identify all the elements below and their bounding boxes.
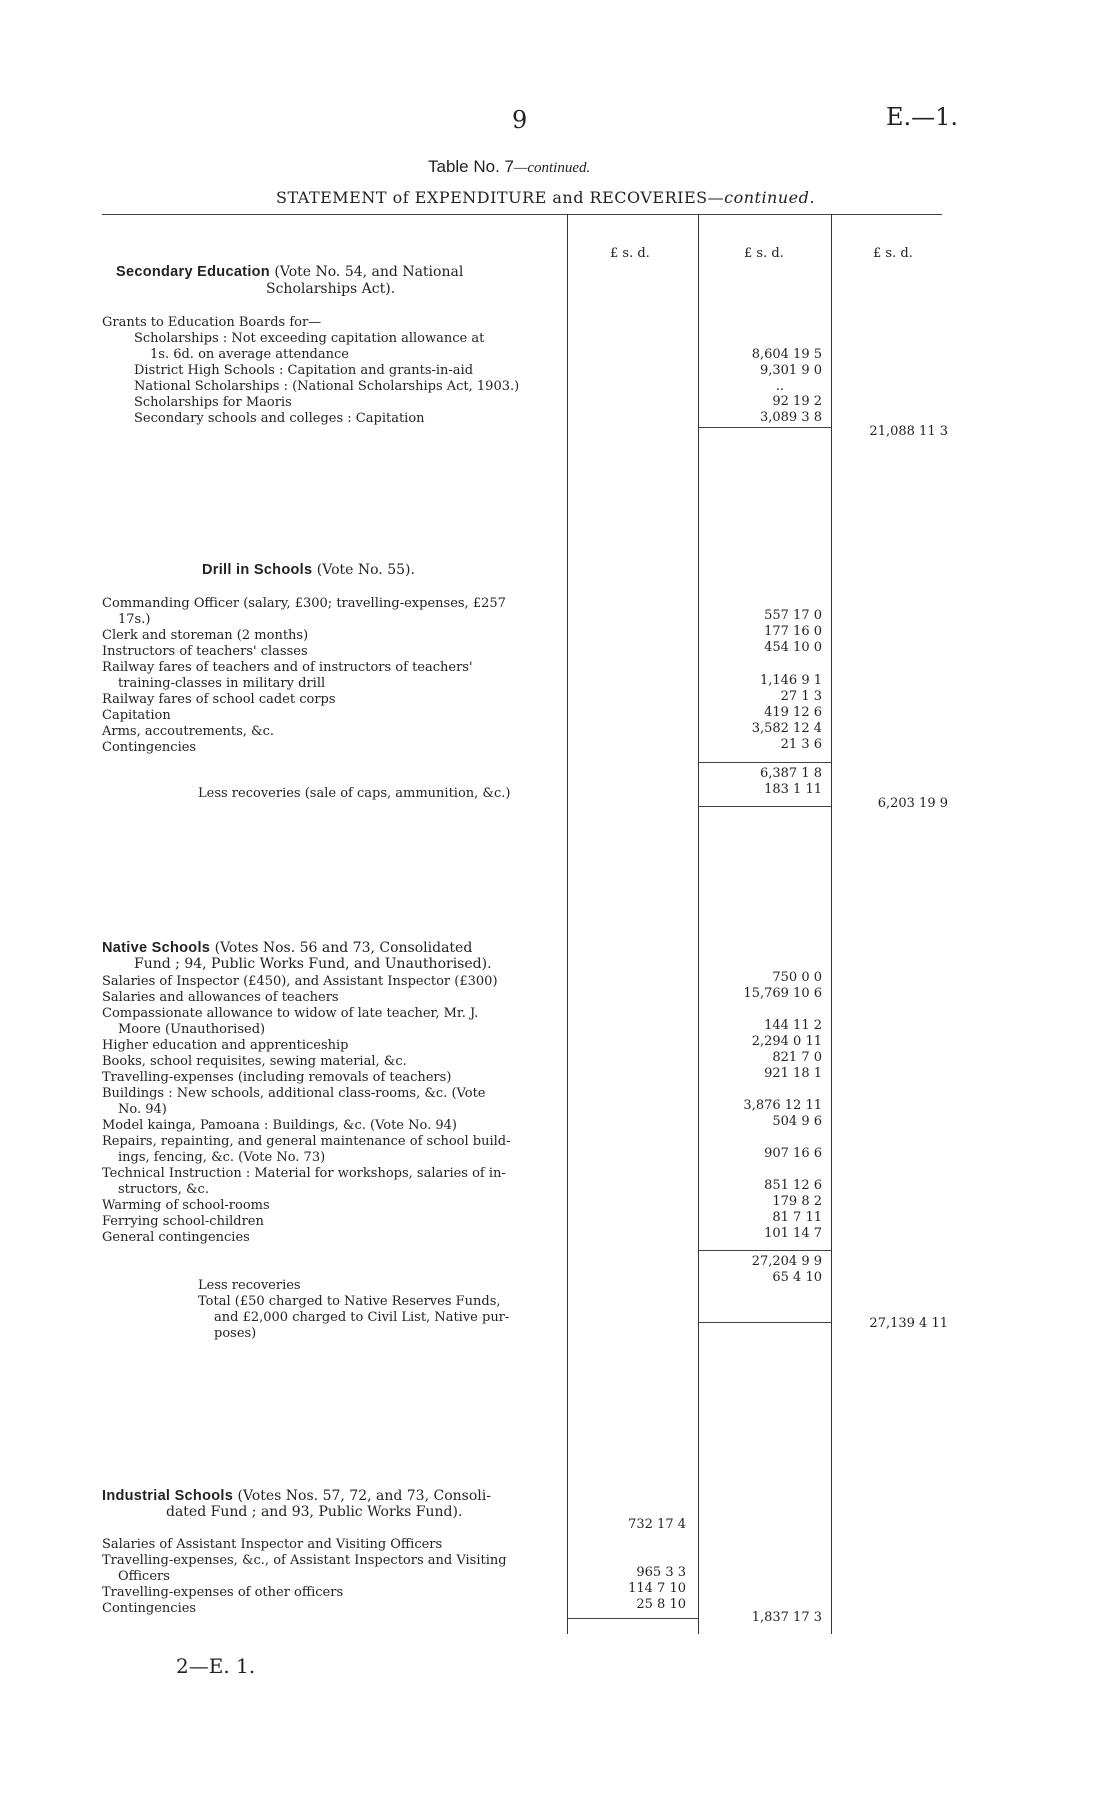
native-total-rule: [698, 1322, 831, 1323]
document-code: E.—1.: [886, 103, 959, 131]
table-title-suffix: —continued.: [514, 160, 591, 176]
native-less-recoveries-amount: 65 4 10: [772, 1270, 822, 1285]
industrial-item-4: Contingencies: [102, 1601, 197, 1616]
column-divider-3: [831, 214, 832, 1634]
native-item-2-amount: 15,769 10 6: [743, 986, 822, 1001]
native-item-6: Travelling-expenses (including removals of teachers): [102, 1070, 452, 1085]
section-secondary-heading: [116, 265, 463, 280]
drill-item-2-amount: 177 16 0: [764, 624, 822, 639]
drill-item-1-line2: 17s.): [118, 612, 151, 627]
native-item-6-amount: 921 18 1: [764, 1066, 822, 1081]
industrial-item-2-amount: 965 3 3: [636, 1565, 686, 1580]
secondary-total: 21,088 11 3: [869, 424, 948, 439]
secondary-item-2-amount: 9,301 9 0: [759, 363, 822, 378]
statement-main: STATEMENT of EXPENDITURE and RECOVERIES: [276, 188, 708, 207]
section-industrial-heading: [102, 1489, 491, 1504]
secondary-intro: Grants to Education Boards for—: [102, 315, 322, 330]
native-item-13-amount: 101 14 7: [764, 1226, 822, 1241]
secondary-title: Secondary Education: [116, 264, 270, 280]
industrial-item-1: Salaries of Assistant Inspector and Visiting Officers: [102, 1537, 443, 1552]
native-item-12-amount: 81 7 11: [772, 1210, 822, 1225]
secondary-heading-line2: Scholarships Act).: [266, 281, 396, 297]
drill-item-1-line1: Commanding Officer (salary, £300; travelling-expenses, £257: [102, 596, 506, 611]
native-subtotal: 27,204 9 9: [751, 1254, 822, 1269]
industrial-subtotal-rule: [567, 1618, 698, 1619]
drill-total-rule: [698, 806, 831, 807]
native-item-4: Higher education and apprenticeship: [102, 1038, 349, 1053]
native-item-3-line1: Compassionate allowance to widow of late teacher, Mr. J.: [102, 1006, 479, 1021]
industrial-item-2-line1: Travelling-expenses, &c., of Assistant Inspectors and Visiting: [102, 1553, 507, 1568]
native-item-2: Salaries and allowances of teachers: [102, 990, 339, 1005]
col3-heading: £ s. d.: [873, 246, 913, 261]
native-item-10-line1: Technical Instruction : Material for workshops, salaries of in-: [102, 1166, 506, 1181]
industrial-item-3-amount: 114 7 10: [628, 1581, 686, 1596]
column-divider-1: [567, 214, 568, 1634]
native-item-13: General contingencies: [102, 1230, 250, 1245]
native-item-7-line2: No. 94): [118, 1102, 167, 1117]
secondary-item-1-line1: Scholarships : Not exceeding capitation allowance at: [134, 331, 485, 346]
signature-mark: 2—E. 1.: [176, 1654, 256, 1678]
drill-item-7-amount: 3,582 12 4: [751, 721, 822, 736]
drill-item-4-amount: 1,146 9 1: [759, 673, 822, 688]
native-less-recoveries: Less recoveries: [198, 1278, 301, 1293]
native-item-1-amount: 750 0 0: [772, 970, 822, 985]
secondary-item-1-line2: 1s. 6d. on average attendance: [150, 347, 349, 362]
drill-item-6-amount: 419 12 6: [764, 705, 822, 720]
secondary-item-3-amount: ..: [775, 379, 784, 394]
secondary-item-5: Secondary schools and colleges : Capitation: [134, 411, 425, 426]
secondary-item-4: Scholarships for Maoris: [134, 395, 292, 410]
industrial-item-2-line2: Officers: [118, 1569, 170, 1584]
native-item-11-amount: 179 8 2: [772, 1194, 822, 1209]
secondary-vote: (Vote No. 54, and National: [274, 264, 464, 280]
industrial-total: 1,837 17 3: [751, 1610, 822, 1625]
secondary-item-3: National Scholarships : (National Scholarships Act, 1903.): [134, 379, 520, 394]
drill-item-5-amount: 27 1 3: [780, 689, 822, 704]
drill-vote: (Vote No. 55).: [316, 562, 415, 578]
drill-item-7: Arms, accoutrements, &c.: [102, 724, 275, 739]
drill-item-8-amount: 21 3 6: [780, 737, 822, 752]
secondary-item-1-amount: 8,604 19 5: [751, 347, 822, 362]
native-total-line1: Total (£50 charged to Native Reserves Funds,: [198, 1294, 501, 1309]
drill-item-3-amount: 454 10 0: [764, 640, 822, 655]
industrial-item-1-amount: 732 17 4: [628, 1517, 686, 1532]
native-total-line2: and £2,000 charged to Civil List, Native pur-: [214, 1310, 510, 1325]
native-total-line3: poses): [214, 1326, 257, 1341]
table-title: [428, 157, 590, 177]
native-item-7-amount: 3,876 12 11: [743, 1098, 822, 1113]
native-title: Native Schools: [102, 940, 211, 956]
native-item-9-amount: 907 16 6: [764, 1146, 822, 1161]
industrial-title: Industrial Schools: [102, 1488, 234, 1504]
drill-item-5: Railway fares of school cadet corps: [102, 692, 336, 707]
drill-less-recoveries: Less recoveries (sale of caps, ammunition, &c.): [198, 786, 511, 801]
native-item-5: Books, school requisites, sewing material, &c.: [102, 1054, 407, 1069]
native-item-4-amount: 2,294 0 11: [751, 1034, 822, 1049]
drill-subtotal-rule: [698, 762, 831, 763]
drill-item-8: Contingencies: [102, 740, 197, 755]
drill-item-4-line2: training-classes in military drill: [118, 676, 326, 691]
secondary-item-4-amount: 92 19 2: [772, 394, 822, 409]
drill-item-6: Capitation: [102, 708, 171, 723]
drill-total: 6,203 19 9: [877, 796, 948, 811]
native-item-12: Ferrying school-children: [102, 1214, 264, 1229]
drill-item-1-amount: 557 17 0: [764, 608, 822, 623]
native-item-9-line1: Repairs, repainting, and general maintenance of school build-: [102, 1134, 511, 1149]
native-item-10-amount: 851 12 6: [764, 1178, 822, 1193]
native-item-5-amount: 821 7 0: [772, 1050, 822, 1065]
page-number: 9: [512, 106, 528, 134]
drill-less-recoveries-amount: 183 1 11: [764, 782, 822, 797]
native-item-9-line2: ings, fencing, &c. (Vote No. 73): [118, 1150, 326, 1165]
statement-suffix: —continued.: [707, 188, 815, 207]
native-item-7-line1: Buildings : New schools, additional class-rooms, &c. (Vote: [102, 1086, 486, 1101]
native-total: 27,139 4 11: [869, 1316, 948, 1331]
native-item-3-amount: 144 11 2: [764, 1018, 822, 1033]
col1-heading: £ s. d.: [610, 246, 650, 261]
drill-item-3: Instructors of teachers' classes: [102, 644, 308, 659]
native-subtotal-rule: [698, 1250, 831, 1251]
col2-heading: £ s. d.: [744, 246, 784, 261]
native-item-1: Salaries of Inspector (£450), and Assistant Inspector (£300): [102, 974, 498, 989]
native-item-8: Model kainga, Pamoana : Buildings, &c. (Vote No. 94): [102, 1118, 457, 1133]
secondary-subtotal-rule: [698, 427, 831, 428]
native-vote: (Votes Nos. 56 and 73, Consolidated: [214, 940, 473, 956]
native-item-3-line2: Moore (Unauthorised): [118, 1022, 266, 1037]
native-heading-line2: Fund ; 94, Public Works Fund, and Unauthorised).: [134, 956, 492, 972]
secondary-item-5-amount: 3,089 3 8: [759, 410, 822, 425]
native-item-8-amount: 504 9 6: [772, 1114, 822, 1129]
industrial-vote: (Votes Nos. 57, 72, and 73, Consoli-: [237, 1488, 491, 1504]
secondary-item-2: District High Schools : Capitation and grants-in-aid: [134, 363, 474, 378]
drill-item-4-line1: Railway fares of teachers and of instructors of teachers': [102, 660, 473, 675]
table-top-rule: [102, 214, 942, 215]
section-drill-heading: [202, 563, 415, 578]
drill-title: Drill in Schools: [202, 562, 313, 578]
section-native-heading: [102, 941, 472, 956]
industrial-item-4-amount: 25 8 10: [636, 1597, 686, 1612]
industrial-item-3: Travelling-expenses of other officers: [102, 1585, 344, 1600]
industrial-heading-line2: dated Fund ; and 93, Public Works Fund).: [166, 1504, 463, 1520]
native-item-10-line2: structors, &c.: [118, 1182, 209, 1197]
statement-title: [276, 188, 815, 207]
table-title-main: Table No. 7: [428, 157, 514, 176]
drill-subtotal: 6,387 1 8: [759, 766, 822, 781]
drill-item-2: Clerk and storeman (2 months): [102, 628, 309, 643]
native-item-11: Warming of school-rooms: [102, 1198, 270, 1213]
